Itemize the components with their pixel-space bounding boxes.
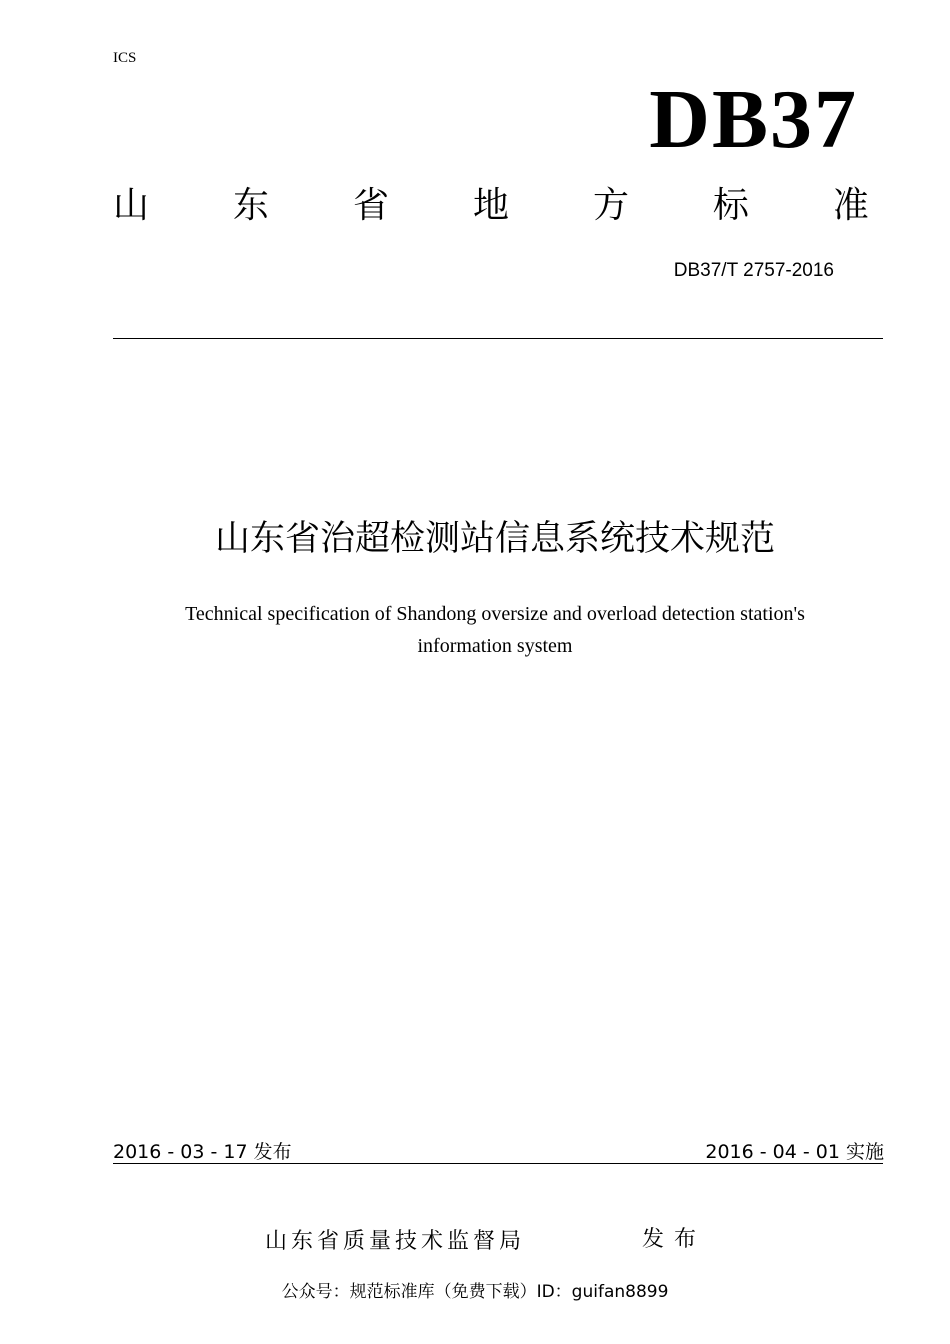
heading-char: 地	[472, 185, 509, 226]
heading-char: 准	[832, 185, 869, 226]
local-standard-heading	[113, 185, 869, 226]
issue-date: 2016 - 03 - 17 发布	[113, 1141, 292, 1163]
heading-char: 标	[712, 185, 749, 226]
ics-label: ICS	[113, 50, 137, 66]
title-en-line: Technical specification of Shandong oversize and overload detection station's	[185, 603, 805, 625]
heading-char: 省	[352, 185, 389, 226]
bottom-divider	[113, 1163, 883, 1164]
standard-number: DB37/T 2757-2016	[673, 260, 834, 281]
implementation-date: 2016 - 04 - 01 实施	[705, 1141, 884, 1163]
title-en-line: information system	[417, 635, 573, 657]
heading-char: 东	[232, 185, 269, 226]
publisher-name: 山东省质量技术监督局	[265, 1229, 526, 1254]
document-title-en	[100, 598, 890, 662]
heading-char: 方	[592, 185, 629, 226]
publish-label: 发布	[642, 1227, 707, 1252]
footer-note: 公众号：规范标准库（免费下载）ID：guifan8899	[281, 1282, 669, 1302]
top-divider	[113, 338, 883, 339]
heading-char: 山	[113, 185, 150, 226]
standard-code-logo: DB37	[649, 73, 858, 166]
document-title-cn: 山东省治超检测站信息系统技术规范	[214, 519, 775, 559]
